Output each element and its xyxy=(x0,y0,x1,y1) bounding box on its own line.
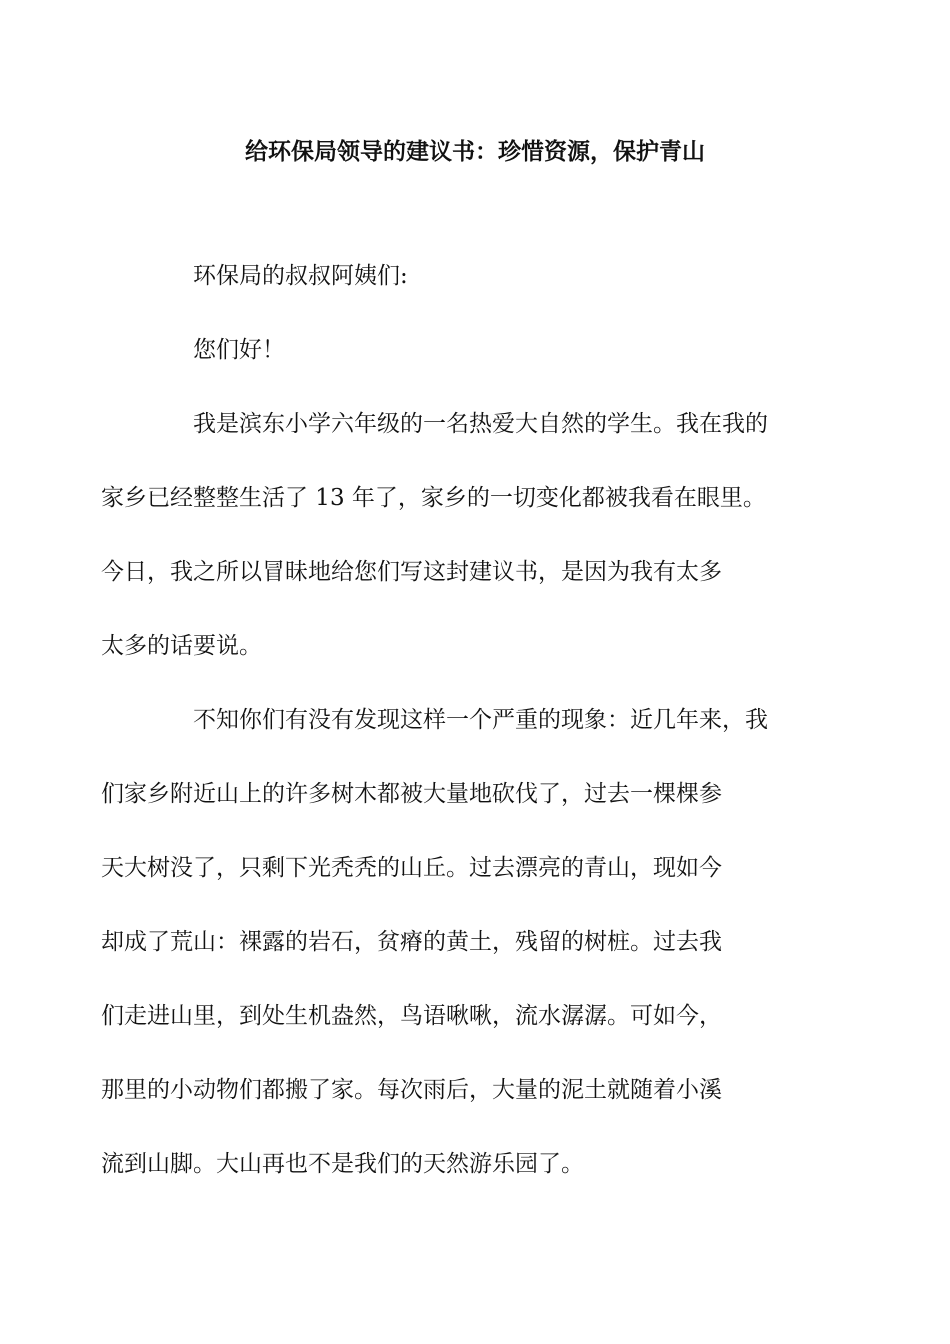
paragraph-1-line: 家乡已经整整生活了 13 年了，家乡的一切变化都被我看在眼里。 xyxy=(101,485,766,511)
paragraph-2-line: 们走进山里，到处生机盎然，鸟语啾啾，流水潺潺。可如今， xyxy=(101,1003,722,1029)
paragraph-2 xyxy=(101,702,827,1183)
paragraph-1-line: 我是滨东小学六年级的一名热爱大自然的学生。我在我的 xyxy=(193,411,768,437)
letter-body xyxy=(101,258,827,1220)
paragraph-2-line: 却成了荒山：裸露的岩石，贫瘠的黄土，残留的树桩。过去我 xyxy=(101,929,722,955)
paragraph-1 xyxy=(101,406,827,665)
paragraph-1-line: 太多的话要说。 xyxy=(101,633,262,659)
paragraph-2-line: 天大树没了，只剩下光秃秃的山丘。过去漂亮的青山，现如今 xyxy=(101,855,722,881)
document-title: 给环保局领导的建议书：珍惜资源，保护青山 xyxy=(245,139,705,165)
paragraph-2-line: 那里的小动物们都搬了家。每次雨后，大量的泥土就随着小溪 xyxy=(101,1077,722,1103)
paragraph-1-line: 今日，我之所以冒昧地给您们写这封建议书，是因为我有太多 xyxy=(101,559,722,585)
greeting: 您们好！ xyxy=(193,337,285,363)
paragraph-2-line: 们家乡附近山上的许多树木都被大量地砍伐了，过去一棵棵参 xyxy=(101,781,722,807)
paragraph-2-line: 不知你们有没有发现这样一个严重的现象：近几年来，我 xyxy=(193,707,768,733)
paragraph-2-line: 流到山脚。大山再也不是我们的天然游乐园了。 xyxy=(101,1151,584,1177)
salutation: 环保局的叔叔阿姨们: xyxy=(193,263,408,289)
